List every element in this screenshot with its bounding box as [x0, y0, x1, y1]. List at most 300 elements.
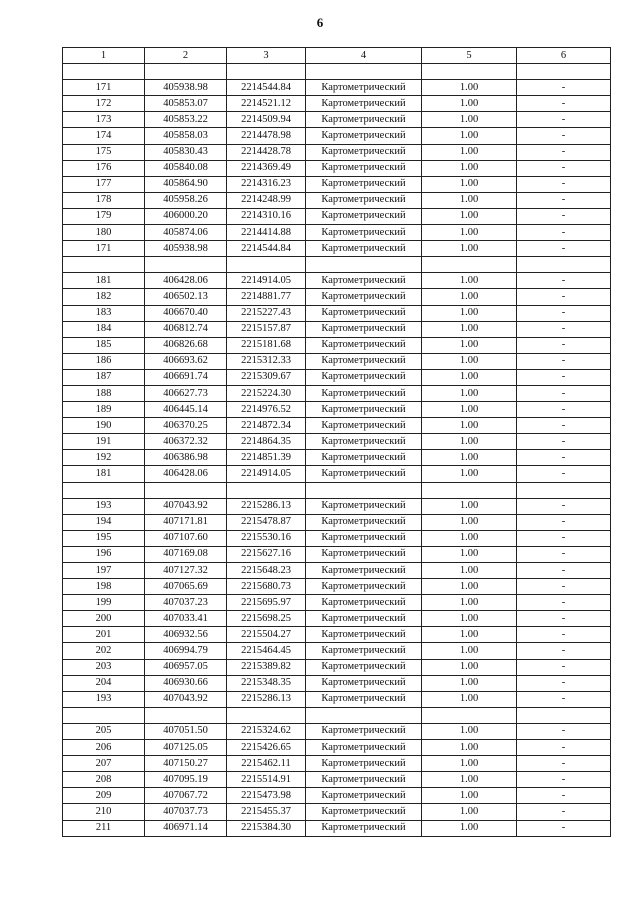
- note-cell: -: [517, 546, 611, 562]
- y-coordinate-cell: 2215384.30: [227, 820, 306, 836]
- x-coordinate-cell: 407067.72: [145, 788, 227, 804]
- table-row: [63, 385, 611, 401]
- x-coordinate-cell: 406971.14: [145, 820, 227, 836]
- y-coordinate-cell: 2215224.30: [227, 385, 306, 401]
- table-row: [63, 546, 611, 562]
- point-number-cell: 205: [63, 723, 145, 739]
- accuracy-cell: 1.00: [422, 418, 517, 434]
- accuracy-cell: 1.00: [422, 96, 517, 112]
- accuracy-cell: 1.00: [422, 80, 517, 96]
- table-row: [63, 643, 611, 659]
- accuracy-cell: 1.00: [422, 369, 517, 385]
- point-number-cell: 173: [63, 112, 145, 128]
- method-cell: Картометрический: [306, 418, 422, 434]
- y-coordinate-cell: 2215389.82: [227, 659, 306, 675]
- note-cell: -: [517, 305, 611, 321]
- table-row: [63, 627, 611, 643]
- empty-cell: [422, 482, 517, 498]
- x-coordinate-cell: 406386.98: [145, 450, 227, 466]
- accuracy-cell: 1.00: [422, 402, 517, 418]
- table-row: [63, 675, 611, 691]
- method-cell: Картометрический: [306, 450, 422, 466]
- method-cell: Картометрический: [306, 659, 422, 675]
- accuracy-cell: 1.00: [422, 273, 517, 289]
- method-cell: Картометрический: [306, 96, 422, 112]
- table-row: [63, 353, 611, 369]
- note-cell: -: [517, 498, 611, 514]
- x-coordinate-cell: 407043.92: [145, 498, 227, 514]
- y-coordinate-cell: 2214544.84: [227, 80, 306, 96]
- y-coordinate-cell: 2215464.45: [227, 643, 306, 659]
- accuracy-cell: 1.00: [422, 691, 517, 707]
- column-header: 4: [306, 48, 422, 64]
- table-row: [63, 96, 611, 112]
- method-cell: Картометрический: [306, 176, 422, 192]
- y-coordinate-cell: 2214851.39: [227, 450, 306, 466]
- table-row: [63, 756, 611, 772]
- method-cell: Картометрический: [306, 820, 422, 836]
- table-row: [63, 176, 611, 192]
- point-number-cell: 208: [63, 772, 145, 788]
- y-coordinate-cell: 2215698.25: [227, 611, 306, 627]
- note-cell: -: [517, 337, 611, 353]
- x-coordinate-cell: 406994.79: [145, 643, 227, 659]
- table-row: [63, 418, 611, 434]
- method-cell: Картометрический: [306, 563, 422, 579]
- point-number-cell: 199: [63, 595, 145, 611]
- accuracy-cell: 1.00: [422, 643, 517, 659]
- x-coordinate-cell: 406812.74: [145, 321, 227, 337]
- table-row: [63, 337, 611, 353]
- empty-cell: [145, 257, 227, 273]
- note-cell: -: [517, 160, 611, 176]
- point-number-cell: 172: [63, 96, 145, 112]
- method-cell: Картометрический: [306, 466, 422, 482]
- accuracy-cell: 1.00: [422, 434, 517, 450]
- point-number-cell: 175: [63, 144, 145, 160]
- accuracy-cell: 1.00: [422, 546, 517, 562]
- table-row: [63, 804, 611, 820]
- point-number-cell: 198: [63, 579, 145, 595]
- x-coordinate-cell: 405958.26: [145, 192, 227, 208]
- y-coordinate-cell: 2214521.12: [227, 96, 306, 112]
- note-cell: -: [517, 434, 611, 450]
- column-header: 6: [517, 48, 611, 64]
- accuracy-cell: 1.00: [422, 160, 517, 176]
- x-coordinate-cell: 407107.60: [145, 530, 227, 546]
- point-number-cell: 184: [63, 321, 145, 337]
- coordinates-table: [62, 47, 611, 837]
- table-row: [63, 144, 611, 160]
- y-coordinate-cell: 2214428.78: [227, 144, 306, 160]
- point-number-cell: 203: [63, 659, 145, 675]
- note-cell: -: [517, 579, 611, 595]
- table-row: [63, 128, 611, 144]
- note-cell: -: [517, 756, 611, 772]
- table-row: [63, 723, 611, 739]
- empty-cell: [145, 64, 227, 80]
- table-row: [63, 772, 611, 788]
- point-number-cell: 201: [63, 627, 145, 643]
- empty-cell: [422, 257, 517, 273]
- empty-cell: [227, 482, 306, 498]
- accuracy-cell: 1.00: [422, 514, 517, 530]
- empty-cell: [145, 707, 227, 723]
- empty-cell: [517, 707, 611, 723]
- accuracy-cell: 1.00: [422, 466, 517, 482]
- table-row: [63, 498, 611, 514]
- method-cell: Картометрический: [306, 289, 422, 305]
- method-cell: Картометрический: [306, 321, 422, 337]
- method-cell: Картометрический: [306, 402, 422, 418]
- x-coordinate-cell: 406370.25: [145, 418, 227, 434]
- note-cell: -: [517, 788, 611, 804]
- point-number-cell: 171: [63, 80, 145, 96]
- y-coordinate-cell: 2215286.13: [227, 691, 306, 707]
- x-coordinate-cell: 407127.32: [145, 563, 227, 579]
- note-cell: -: [517, 595, 611, 611]
- y-coordinate-cell: 2215455.37: [227, 804, 306, 820]
- y-coordinate-cell: 2215426.65: [227, 740, 306, 756]
- empty-cell: [306, 257, 422, 273]
- x-coordinate-cell: 407037.23: [145, 595, 227, 611]
- method-cell: Картометрический: [306, 208, 422, 224]
- method-cell: Картометрический: [306, 740, 422, 756]
- accuracy-cell: 1.00: [422, 659, 517, 675]
- y-coordinate-cell: 2214478.98: [227, 128, 306, 144]
- table-row: [63, 434, 611, 450]
- point-number-cell: 174: [63, 128, 145, 144]
- note-cell: -: [517, 353, 611, 369]
- table-row: [63, 691, 611, 707]
- y-coordinate-cell: 2214509.94: [227, 112, 306, 128]
- group-separator-row: [63, 257, 611, 273]
- method-cell: Картометрический: [306, 353, 422, 369]
- y-coordinate-cell: 2215680.73: [227, 579, 306, 595]
- header-row: [63, 48, 611, 64]
- point-number-cell: 177: [63, 176, 145, 192]
- accuracy-cell: 1.00: [422, 611, 517, 627]
- empty-cell: [63, 482, 145, 498]
- point-number-cell: 191: [63, 434, 145, 450]
- note-cell: -: [517, 112, 611, 128]
- accuracy-cell: 1.00: [422, 627, 517, 643]
- empty-cell: [63, 64, 145, 80]
- page-number: 6: [316, 15, 324, 30]
- table-row: [63, 321, 611, 337]
- method-cell: Картометрический: [306, 772, 422, 788]
- accuracy-cell: 1.00: [422, 128, 517, 144]
- empty-cell: [306, 482, 422, 498]
- table-row: [63, 595, 611, 611]
- y-coordinate-cell: 2215309.67: [227, 369, 306, 385]
- note-cell: -: [517, 241, 611, 257]
- point-number-cell: 192: [63, 450, 145, 466]
- point-number-cell: 183: [63, 305, 145, 321]
- accuracy-cell: 1.00: [422, 144, 517, 160]
- empty-cell: [227, 707, 306, 723]
- point-number-cell: 206: [63, 740, 145, 756]
- table-row: [63, 160, 611, 176]
- point-number-cell: 204: [63, 675, 145, 691]
- coordinates-table-body: [63, 48, 611, 837]
- empty-cell: [227, 257, 306, 273]
- accuracy-cell: 1.00: [422, 112, 517, 128]
- method-cell: Картометрический: [306, 546, 422, 562]
- x-coordinate-cell: 406932.56: [145, 627, 227, 643]
- point-number-cell: 178: [63, 192, 145, 208]
- group-separator-row: [63, 64, 611, 80]
- y-coordinate-cell: 2214369.49: [227, 160, 306, 176]
- table-row: [63, 466, 611, 482]
- x-coordinate-cell: 406502.13: [145, 289, 227, 305]
- accuracy-cell: 1.00: [422, 595, 517, 611]
- x-coordinate-cell: 405853.22: [145, 112, 227, 128]
- x-coordinate-cell: 405840.08: [145, 160, 227, 176]
- method-cell: Картометрический: [306, 192, 422, 208]
- note-cell: -: [517, 643, 611, 659]
- accuracy-cell: 1.00: [422, 192, 517, 208]
- point-number-cell: 182: [63, 289, 145, 305]
- column-header: 5: [422, 48, 517, 64]
- point-number-cell: 179: [63, 208, 145, 224]
- y-coordinate-cell: 2215157.87: [227, 321, 306, 337]
- table-row: [63, 514, 611, 530]
- table-row: [63, 611, 611, 627]
- accuracy-cell: 1.00: [422, 530, 517, 546]
- y-coordinate-cell: 2214864.35: [227, 434, 306, 450]
- method-cell: Картометрический: [306, 385, 422, 401]
- method-cell: Картометрический: [306, 225, 422, 241]
- x-coordinate-cell: 407043.92: [145, 691, 227, 707]
- empty-cell: [517, 257, 611, 273]
- y-coordinate-cell: 2215530.16: [227, 530, 306, 546]
- y-coordinate-cell: 2215473.98: [227, 788, 306, 804]
- accuracy-cell: 1.00: [422, 241, 517, 257]
- x-coordinate-cell: 405858.03: [145, 128, 227, 144]
- method-cell: Картометрический: [306, 691, 422, 707]
- point-number-cell: 188: [63, 385, 145, 401]
- x-coordinate-cell: 406957.05: [145, 659, 227, 675]
- accuracy-cell: 1.00: [422, 498, 517, 514]
- note-cell: -: [517, 450, 611, 466]
- method-cell: Картометрический: [306, 434, 422, 450]
- note-cell: -: [517, 289, 611, 305]
- accuracy-cell: 1.00: [422, 289, 517, 305]
- y-coordinate-cell: 2215312.33: [227, 353, 306, 369]
- method-cell: Картометрический: [306, 514, 422, 530]
- empty-cell: [306, 64, 422, 80]
- y-coordinate-cell: 2215462.11: [227, 756, 306, 772]
- accuracy-cell: 1.00: [422, 675, 517, 691]
- x-coordinate-cell: 406826.68: [145, 337, 227, 353]
- y-coordinate-cell: 2214914.05: [227, 466, 306, 482]
- table-row: [63, 530, 611, 546]
- accuracy-cell: 1.00: [422, 740, 517, 756]
- point-number-cell: 176: [63, 160, 145, 176]
- method-cell: Картометрический: [306, 643, 422, 659]
- method-cell: Картометрический: [306, 498, 422, 514]
- accuracy-cell: 1.00: [422, 723, 517, 739]
- y-coordinate-cell: 2215514.91: [227, 772, 306, 788]
- accuracy-cell: 1.00: [422, 772, 517, 788]
- note-cell: -: [517, 225, 611, 241]
- point-number-cell: 181: [63, 273, 145, 289]
- method-cell: Картометрический: [306, 80, 422, 96]
- point-number-cell: 185: [63, 337, 145, 353]
- y-coordinate-cell: 2215324.62: [227, 723, 306, 739]
- y-coordinate-cell: 2215627.16: [227, 546, 306, 562]
- x-coordinate-cell: 406930.66: [145, 675, 227, 691]
- x-coordinate-cell: 407095.19: [145, 772, 227, 788]
- accuracy-cell: 1.00: [422, 353, 517, 369]
- table-row: [63, 80, 611, 96]
- method-cell: Картометрический: [306, 627, 422, 643]
- table-row: [63, 402, 611, 418]
- method-cell: Картометрический: [306, 128, 422, 144]
- method-cell: Картометрический: [306, 337, 422, 353]
- method-cell: Картометрический: [306, 241, 422, 257]
- accuracy-cell: 1.00: [422, 208, 517, 224]
- column-header: 3: [227, 48, 306, 64]
- method-cell: Картометрический: [306, 804, 422, 820]
- method-cell: Картометрический: [306, 144, 422, 160]
- point-number-cell: 209: [63, 788, 145, 804]
- note-cell: -: [517, 385, 611, 401]
- note-cell: -: [517, 659, 611, 675]
- x-coordinate-cell: 405874.06: [145, 225, 227, 241]
- note-cell: -: [517, 691, 611, 707]
- group-separator-row: [63, 482, 611, 498]
- point-number-cell: 195: [63, 530, 145, 546]
- accuracy-cell: 1.00: [422, 820, 517, 836]
- point-number-cell: 189: [63, 402, 145, 418]
- point-number-cell: 190: [63, 418, 145, 434]
- table-row: [63, 369, 611, 385]
- method-cell: Картометрический: [306, 675, 422, 691]
- column-header: 1: [63, 48, 145, 64]
- accuracy-cell: 1.00: [422, 450, 517, 466]
- y-coordinate-cell: 2215286.13: [227, 498, 306, 514]
- note-cell: -: [517, 723, 611, 739]
- note-cell: -: [517, 514, 611, 530]
- accuracy-cell: 1.00: [422, 788, 517, 804]
- note-cell: -: [517, 144, 611, 160]
- method-cell: Картометрический: [306, 595, 422, 611]
- method-cell: Картометрический: [306, 369, 422, 385]
- x-coordinate-cell: 406693.62: [145, 353, 227, 369]
- y-coordinate-cell: 2214414.88: [227, 225, 306, 241]
- y-coordinate-cell: 2215504.27: [227, 627, 306, 643]
- x-coordinate-cell: 406428.06: [145, 466, 227, 482]
- y-coordinate-cell: 2215181.68: [227, 337, 306, 353]
- note-cell: -: [517, 418, 611, 434]
- table-row: [63, 112, 611, 128]
- empty-cell: [145, 482, 227, 498]
- method-cell: Картометрический: [306, 530, 422, 546]
- note-cell: -: [517, 80, 611, 96]
- accuracy-cell: 1.00: [422, 563, 517, 579]
- empty-cell: [422, 64, 517, 80]
- note-cell: -: [517, 128, 611, 144]
- method-cell: Картометрический: [306, 273, 422, 289]
- empty-cell: [517, 482, 611, 498]
- y-coordinate-cell: 2214544.84: [227, 241, 306, 257]
- table-row: [63, 241, 611, 257]
- x-coordinate-cell: 407051.50: [145, 723, 227, 739]
- accuracy-cell: 1.00: [422, 176, 517, 192]
- x-coordinate-cell: 406445.14: [145, 402, 227, 418]
- note-cell: -: [517, 627, 611, 643]
- accuracy-cell: 1.00: [422, 756, 517, 772]
- note-cell: -: [517, 208, 611, 224]
- note-cell: -: [517, 740, 611, 756]
- point-number-cell: 202: [63, 643, 145, 659]
- y-coordinate-cell: 2214881.77: [227, 289, 306, 305]
- table-row: [63, 788, 611, 804]
- note-cell: -: [517, 820, 611, 836]
- point-number-cell: 211: [63, 820, 145, 836]
- method-cell: Картометрический: [306, 611, 422, 627]
- note-cell: -: [517, 611, 611, 627]
- table-row: [63, 579, 611, 595]
- note-cell: -: [517, 772, 611, 788]
- method-cell: Картометрический: [306, 579, 422, 595]
- empty-cell: [517, 64, 611, 80]
- point-number-cell: 194: [63, 514, 145, 530]
- note-cell: -: [517, 804, 611, 820]
- empty-cell: [306, 707, 422, 723]
- table-row: [63, 820, 611, 836]
- point-number-cell: 171: [63, 241, 145, 257]
- table-row: [63, 450, 611, 466]
- y-coordinate-cell: 2215227.43: [227, 305, 306, 321]
- accuracy-cell: 1.00: [422, 321, 517, 337]
- accuracy-cell: 1.00: [422, 225, 517, 241]
- table-row: [63, 289, 611, 305]
- note-cell: -: [517, 530, 611, 546]
- x-coordinate-cell: 407125.05: [145, 740, 227, 756]
- method-cell: Картометрический: [306, 160, 422, 176]
- note-cell: -: [517, 675, 611, 691]
- x-coordinate-cell: 406627.73: [145, 385, 227, 401]
- point-number-cell: 196: [63, 546, 145, 562]
- point-number-cell: 197: [63, 563, 145, 579]
- empty-cell: [227, 64, 306, 80]
- table-row: [63, 225, 611, 241]
- note-cell: -: [517, 402, 611, 418]
- x-coordinate-cell: 406372.32: [145, 434, 227, 450]
- x-coordinate-cell: 406691.74: [145, 369, 227, 385]
- x-coordinate-cell: 406428.06: [145, 273, 227, 289]
- empty-cell: [63, 707, 145, 723]
- point-number-cell: 181: [63, 466, 145, 482]
- y-coordinate-cell: 2214976.52: [227, 402, 306, 418]
- y-coordinate-cell: 2214914.05: [227, 273, 306, 289]
- x-coordinate-cell: 407037.73: [145, 804, 227, 820]
- note-cell: -: [517, 96, 611, 112]
- note-cell: -: [517, 321, 611, 337]
- y-coordinate-cell: 2215648.23: [227, 563, 306, 579]
- table-row: [63, 305, 611, 321]
- point-number-cell: 207: [63, 756, 145, 772]
- empty-cell: [422, 707, 517, 723]
- table-row: [63, 192, 611, 208]
- x-coordinate-cell: 405864.90: [145, 176, 227, 192]
- y-coordinate-cell: 2214310.16: [227, 208, 306, 224]
- table-row: [63, 208, 611, 224]
- x-coordinate-cell: 405853.07: [145, 96, 227, 112]
